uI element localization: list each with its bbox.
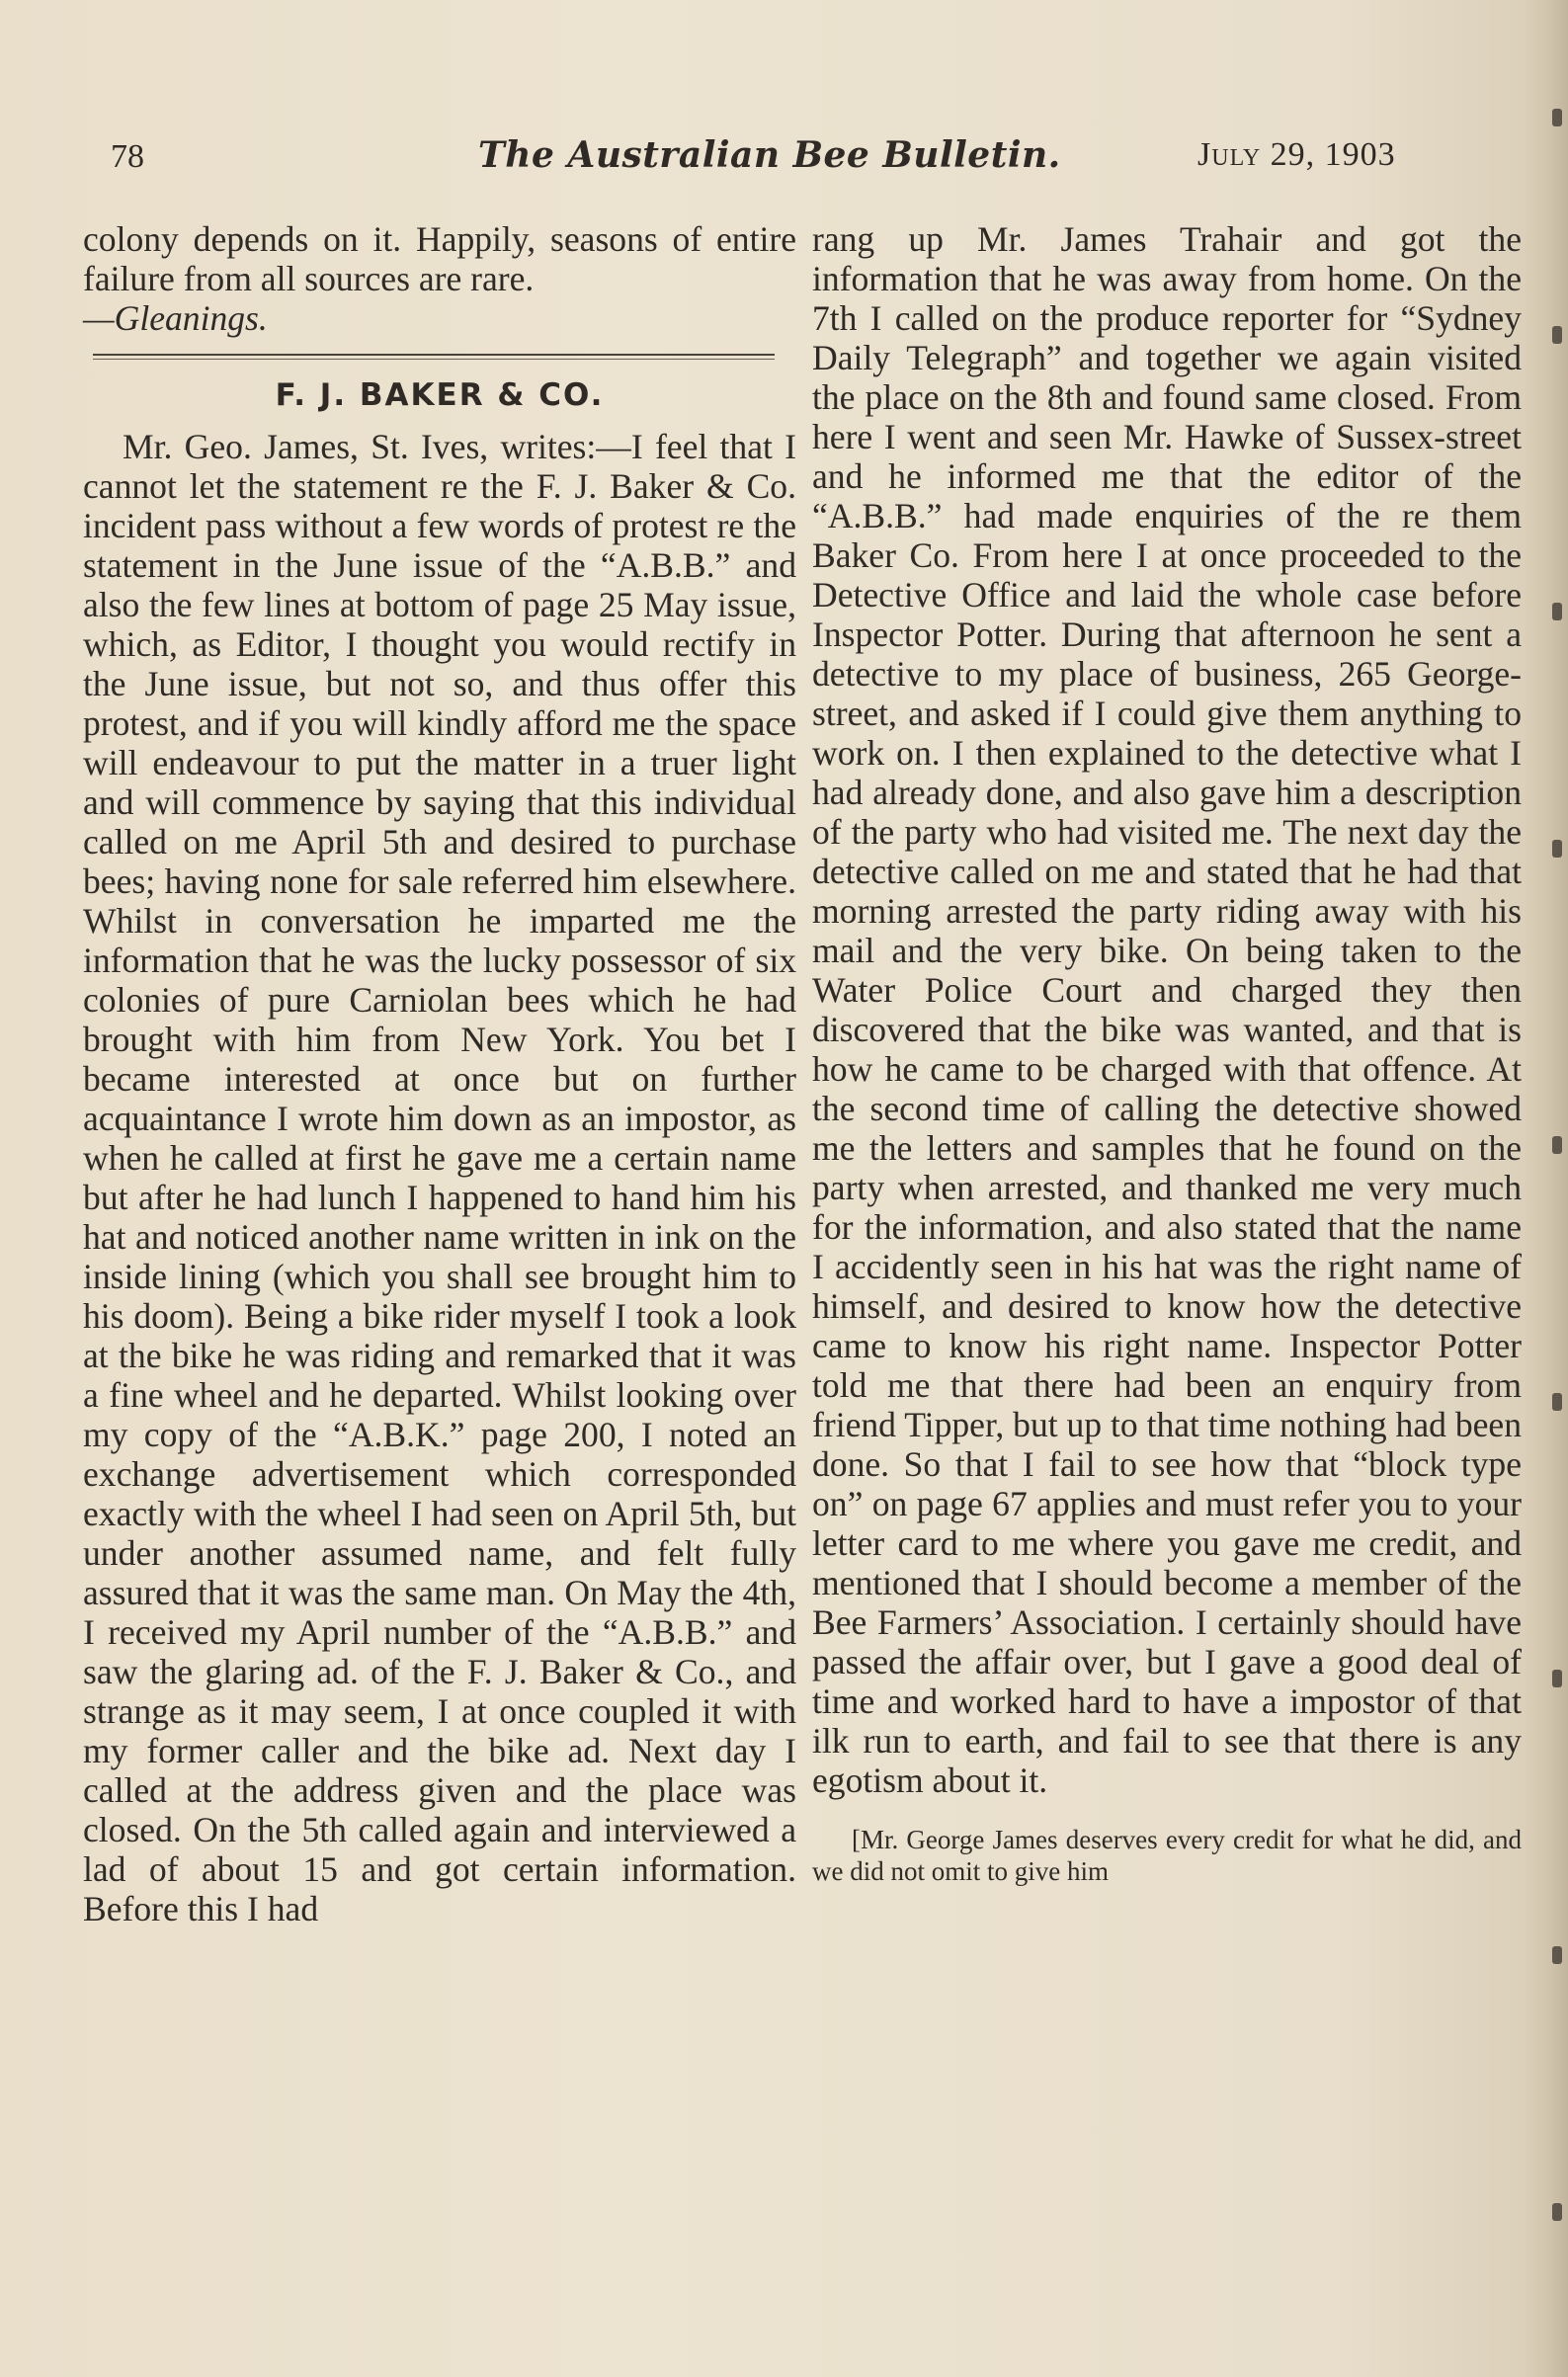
section-divider bbox=[93, 354, 775, 360]
carryover-source: —Gleanings. bbox=[83, 298, 268, 338]
article-body: Mr. Geo. James, St. Ives, writes:—I feel that I cannot let the statement re the F. J. Baker & Co. incident pass without a few words of protest re the statement in the June issue of the “A.B.B.” and also the few lines at bottom of page 25 May issue, which, as Editor, I thought you would rectify in the June issue, but not so, and thus offer this protest, and if you will kindly afford me the space will endeavour to put the matter in a truer light and will commence by saying that this individual called on me April 5th and desired to purchase bees; having none for sale referred him elsewhere. Whilst in conversation he imparted me the information that he was the lucky possessor of six colonies of pure Carniolan bees which he had brought with him from New York. You bet I became interested at once but on further acquaintance I wrote him down as an impostor, as when he called at first he gave me a certain name but after he had lunch I happened to hand him his hat and noticed another name written in ink on the inside lining (which you shall see brought him to his doom). Being a bike rider myself I took a look at the bike he was riding and remarked that it was a fine wheel and he departed. Whilst looking over my copy of the “A.B.K.” page 200, I noted an exchange advertisement which corresponded exactly with the wheel I had seen on April 5th, but under another assumed name, and felt fully assured that it was the same man. On May the 4th, I received my April number of the “A.B.B.” and saw the glaring ad. of the F. J. Baker & Co., and strange as it may seem, I at once coupled it with my former caller and the bike ad. Next day I called at the address given and the place was closed. On the 5th called again and interviewed a lad of about 15 and got certain information. Before this I had bbox=[83, 427, 796, 1928]
right-column bbox=[812, 219, 1522, 2254]
article-heading: F. J. BAKER & CO. bbox=[275, 377, 605, 413]
binding-margin-marks bbox=[1532, 89, 1562, 2262]
journal-title: The Australian Bee Bulletin. bbox=[478, 134, 1061, 176]
editor-note: [Mr. George James deserves every credit for what he did, and we did not omit to give him bbox=[812, 1825, 1522, 1886]
page-number: 78 bbox=[111, 138, 144, 175]
issue-date: July 29, 1903 bbox=[1197, 136, 1396, 173]
left-column bbox=[83, 219, 796, 2254]
page-header bbox=[111, 134, 1454, 184]
article-body-continued: rang up Mr. James Trahair and got the information that he was away from home. On the 7th I called on the produce reporter for “Sydney Daily Telegraph” and together we again visited the place on the 8th and found same closed. From here I went and seen Mr. Hawke of Sussex-street and he informed me that the editor of the “A.B.B.” had made enquiries of the re them Baker Co. From here I at once proceeded to the Detective Office and laid the whole case before Inspector Potter. During that afternoon he sent a detective to my place of business, 265 George-street, and asked if I could give them anything to work on. I then explained to the detective what I had already done, and also gave him a description of the party who had visited me. The next day the detective called on me and stated that he had that morning arrested the party riding away with his mail and the very bike. On being taken to the Water Police Court and charged they then discovered that the bike was wanted, and that is how he came to be charged with that offence. At the second time of calling the detective showed me the letters and samples that he found on the party when arrested, and thanked me very much for the information, and also stated that the name I accidently seen in his hat was the right name of himself, and desired to know how the detective came to know his right name. Inspector Potter told me that there had been an enquiry from friend Tipper, but up to that time nothing had been done. So that I fail to see how that “block type on” on page 67 applies and must refer you to your letter card to me where you gave me credit, and mentioned that I should become a member of the Bee Farmers’ Association. I certainly should have passed the affair over, but I gave a good deal of time and worked hard to have a impostor of that ilk run to earth, and fail to see that there is any egotism about it. bbox=[812, 219, 1522, 1800]
carryover-text: colony depends on it. Happily, seasons of entire failure from all sources are rare. bbox=[83, 219, 796, 298]
